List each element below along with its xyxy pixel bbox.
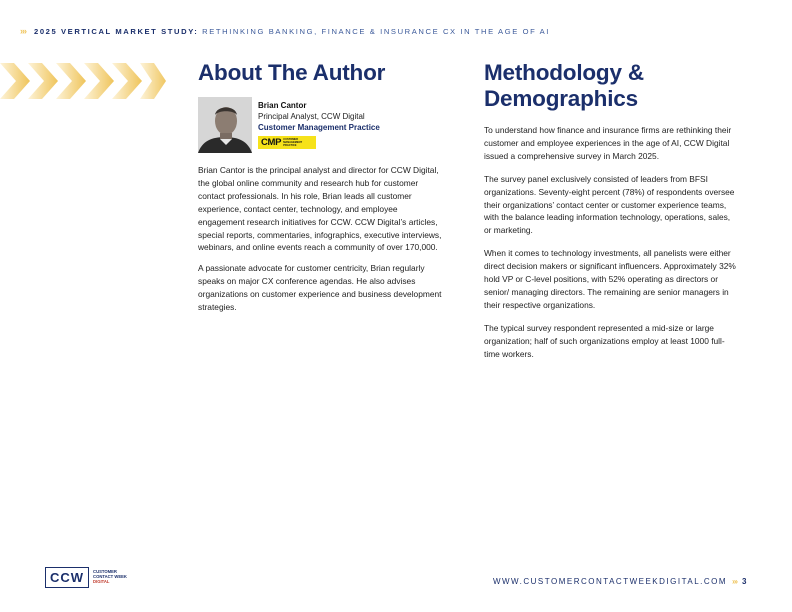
page-header [20, 26, 550, 36]
chevron-icon: ››› [20, 26, 26, 36]
page-number: 3 [742, 577, 748, 586]
methodology-paragraph: The typical survey respondent represented a mid-size or large organization; half of such organizations employ at least 1000 full-time workers. [484, 322, 725, 359]
author-heading: About The Author [198, 60, 386, 85]
author-column [198, 60, 446, 314]
author-practice: Customer Management Practice [258, 123, 380, 132]
ccw-logo-line: DIGITAL [93, 578, 110, 584]
ccw-logo-mark: CCW [45, 567, 89, 588]
methodology-column [484, 60, 736, 361]
author-meta [258, 97, 380, 153]
ccw-logo-line: CUSTOMER [93, 569, 117, 575]
cmp-logo-text: CMP [261, 137, 282, 148]
header-study-label: 2025 VERTICAL MARKET STUDY: [34, 26, 199, 36]
author-card [198, 97, 446, 153]
methodology-paragraph: When it comes to technology investments, all panelists were either direct decision makers or significant influencers. Approximately 32% hold VP or C-level positions, with 52% operating as directors or senior/ managing directors. The remaining are senior managers in their respective organizations. [484, 248, 736, 310]
cmp-logo-subtext: CUSTOMER MANAGEMENT PRACTICE [283, 138, 303, 147]
chevron-icon: ››› [732, 577, 738, 586]
footer-website-link[interactable]: WWW.CUSTOMERCONTACTWEEKDIGITAL.COM [492, 577, 728, 586]
methodology-heading: Methodology & Demographics [484, 60, 644, 111]
methodology-paragraph: The survey panel exclusively consisted of leaders from BFSI organizations. Seventy-eight percent (78%) of respondents oversee their organizations’ contact center or customer experience teams, with the balance leading information technology, operations, sales, or marketing. [484, 173, 735, 236]
ccw-logo-subtext [93, 570, 127, 584]
author-photo [198, 97, 252, 153]
page-footer [493, 577, 748, 586]
ccw-logo-line: CONTACT WEEK [93, 574, 127, 580]
author-bio-paragraph: Brian Cantor is the principal analyst and director for CCW Digital, the global online community and research hub for customer contact professionals. In his role, Brian leads all customer experience, contact center, technology, and employee engagement research initiatives for CCW. CCW Digital’s articles, special reports, commentaries, infographics, executive interviews, webinars, and online events reach a community of over 170,000. [198, 165, 442, 253]
decorative-chevrons [0, 63, 170, 99]
author-bio-paragraph: A passionate advocate for customer centricity, Brian regularly speaks on major CX conference agendas. He also advises organizations on customer experience and business development strategies. [198, 263, 442, 313]
author-name: Brian Cantor [258, 101, 307, 110]
methodology-paragraph: To understand how finance and insurance firms are rethinking their customer and employee experiences in the age of AI, CCW Digital issued a comprehensive survey in March 2025. [484, 125, 732, 161]
ccw-logo [45, 567, 127, 588]
header-study-title: RETHINKING BANKING, FINANCE & INSURANCE CX IN THE AGE OF AI [202, 26, 551, 36]
cmp-logo [258, 136, 316, 149]
author-role: Principal Analyst, CCW Digital [258, 112, 365, 121]
